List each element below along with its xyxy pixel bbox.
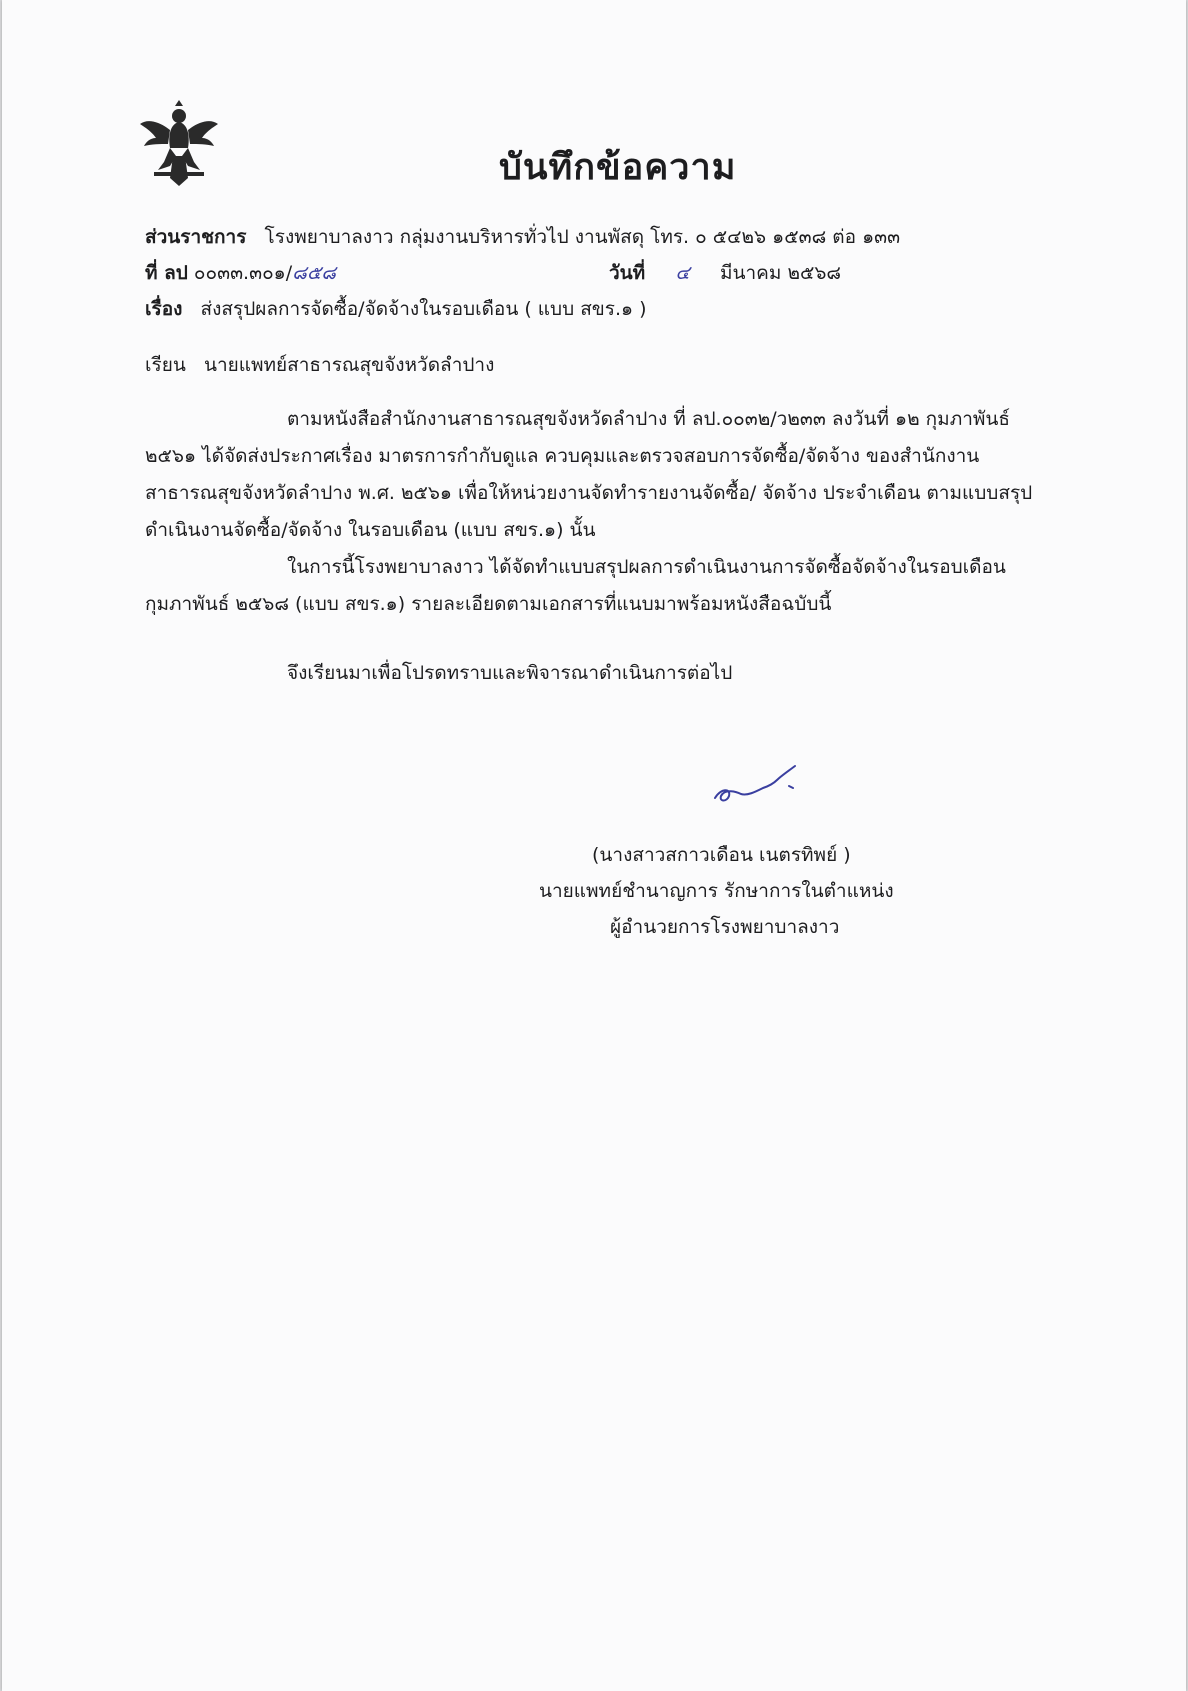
body-line: ในการนี้โรงพยาบาลงาว ได้จัดทำแบบสรุปผลการดำเนินงานการจัดซื้อจัดจ้างในรอบเดือน [287,556,1006,578]
body-line: ตามหนังสือสำนักงานสาธารณสุขจังหวัดลำปาง ที่ ลป.๐๐๓๒/ว๒๓๓ ลงวันที่ ๑๒ กุมภาพันธ์ [287,408,1010,430]
date-value: มีนาคม ๒๕๖๘ [719,262,842,284]
garuda-emblem-icon [140,100,218,186]
body-line: ดำเนินงานจัดซื้อ/จัดจ้าง ในรอบเดือน (แบบ สขร.๑) นั้น [145,519,596,541]
salutation-value: นายแพทย์สาธารณสุขจังหวัดลำปาง [203,354,495,376]
handwritten-signature-icon [707,758,807,808]
date-label: วันที่ [609,262,646,284]
subject-label: เรื่อง [145,298,183,320]
memo-page [2,0,1186,1691]
body-line: ๒๕๖๑ ได้จัดส่งประกาศเรื่อง มาตรการกำกับดูแล ควบคุมและตรวจสอบการจัดซื้อ/จัดจ้าง ของสำนักงาน [145,445,980,467]
date-row [609,258,841,288]
body-line: กุมภาพันธ์ ๒๕๖๘ (แบบ สขร.๑) รายละเอียดตามเอกสารที่แนบมาพร้อมหนังสือฉบับนี้ [145,593,832,615]
reference-label: ที่ ลป [145,262,188,284]
department-value: โรงพยาบาลงาว กลุ่มงานบริหารทั่วไป งานพัสดุ โทร. ๐ ๕๔๒๖ ๑๕๓๘ ต่อ ๑๓๓ [264,226,901,248]
closing-line: จึงเรียนมาเพื่อโปรดทราบและพิจารณาดำเนินการต่อไป [287,662,733,684]
subject-row [145,294,647,324]
signer-position: นายแพทย์ชำนาญการ รักษาการในตำแหน่ง [539,880,894,902]
body-line: สาธารณสุขจังหวัดลำปาง พ.ศ. ๒๕๖๑ เพื่อให้หน่วยงานจัดทำรายงานจัดซื้อ/ จัดจ้าง ประจำเดือน ตามแบบสรุป [145,482,1033,504]
reference-row [145,258,336,288]
department-row [145,222,900,252]
reference-value: ๐๐๓๓.๓๐๑/ [193,262,293,284]
reference-handwritten: ๘๕๘ [292,262,336,284]
subject-value: ส่งสรุปผลการจัดซื้อ/จัดจ้างในรอบเดือน ( แบบ สขร.๑ ) [200,298,647,320]
salutation-label: เรียน [145,354,186,376]
date-handwritten: ๔ [675,262,690,284]
salutation-row [145,350,494,380]
page-title: บันทึกข้อความ [499,147,737,188]
signer-organization: ผู้อำนวยการโรงพยาบาลงาว [610,916,840,938]
signer-name: (นางสาวสกาวเดือน เนตรทิพย์ ) [592,844,851,866]
department-label: ส่วนราชการ [145,226,247,248]
